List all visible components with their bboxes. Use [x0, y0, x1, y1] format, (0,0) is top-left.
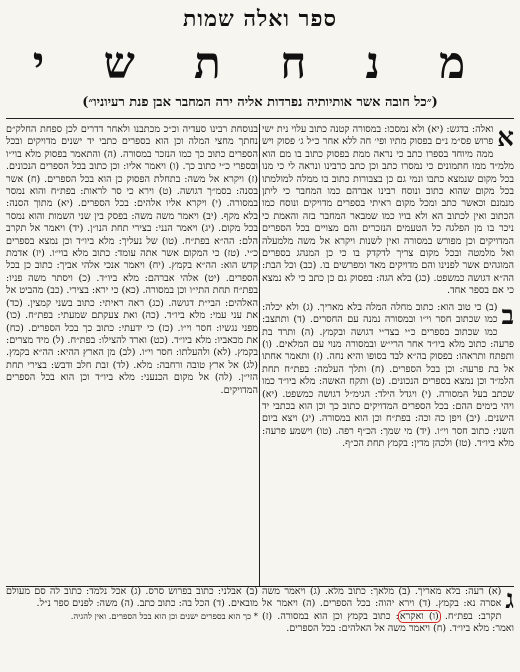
right-column-text: ואלה: בדגש: (יא) ולא נמסכו: במסורה קטנה כתוב עלוי נית ישי פרוש פס״מ נ״ם בפסוק מתיו ופי׳ חה ללא אחר כ״ל ג׳ פסוק ויש ממה מיוחד בספרו כתב כי נראה ממת בפסוק כתוב בו מם הוא מלמ״ד ממו חתמונים כי נמסרו כתב וכן כתב כרבינו ונראה לי כי מנו בכל מקום שנמצא כתבו ונמי גם כן בצבורות כתוב בו ממלה למולמתו בכל מקום שהוא כתוב ונוסח רבינו אברהם כמו המחבר כי ליתן מנמנם וכאשר כתב ומכל מקום ראיתי בספרים מדויקים ונוסח כמו הכתוב ואין לכתוב הא ולא בויו כמו שמבאר המחבר בזה והאמת כי ניכר בו מן הפלגה כל הטעמים הנזכרים והם מצויים בכל הספרים המדויקים וכן מפורש במסורה ואין לשנות ויקרא אל משה מלמעלה ואל מלמטה ובכל מקום צריך לדקדק בו כי כן המנהג בספרים המוגהים אשר לפנינו והם מדויקים מאד ומפרשים בו. (כב) וכל הבת: הה״א דגושה כמשפט. (כג) בלא הגה: בפסוק גם כן כתב כי לא נמצא כי אם בספר אחד. [262, 124, 514, 297]
work-title: מ נ ח ת ש י [32, 38, 488, 89]
right-column-text-b: (ב) כי טוב הוא: כתוב מחלה המלה בלא מאריך. (ג) ולא יכלה: כמו שכתוב חסר וי״ו ובמסורה נמנה עם החסרים. (ד) ותתצב: כמו שכתוב בספרים כ״י בצד״י דגושה ובקמץ. (ה) ותרד בת פרעה: כתוב מלא ביו״ד אחר הרי״ש ובמסורה מנוי עם המלאים. (ו) ותפתח ותראהו: בפסוק בה״א לבד בסופו והיא נחה. (ז) ותאמר אחתו אל בת פרעה: וכן בכל הספרים. (ח) ותלך העלמה: בפת״ח תחת הלמ״ד וכן נמצא בספרים הנכונים. (ט) ותקח האשה: מלא ביו״ד כמו שכתב בעל המסורה. (י) ויגדל הילד: הגימ״ל דגושה כמשפט. (יא) ויהי בימים ההם: בכל הספרים המדויקים כתוב כך וכן הוא בכתבי יד הישנים. (יב) ויפן כה וכה: בפת״ח וכן הוא במסורה. (יג) ויצא ביום השני: כתוב חסר וי״ו. (יד) מי שמך: הכ״ף רפה. (טו) וישמע פרעה: מלא ביו״ד. (טז) ולכהן מדין: בקמץ תחת הכ״ף. [262, 301, 514, 450]
drop-letter-bet: ב [501, 300, 514, 331]
column-separator [259, 124, 260, 586]
left-column-text: בנוסחת רבינו סעדיה וכ״כ מכתבנו ולאחר דדרים לכן ספחת החלק״ם נחתך מחצי המלה וכן הוא בספרים כתבי יד ישנים מדויקים ובכל הספרים כתוב כך כמו הנזכר במסורה. (ה) והתאמר בפסוק מלא בוי״ו ובספרי כ״י כתוב כך. (ו) ויאמר אליו: וכן כתוב בכל הספרים הנכונים. (ז) ויקרא אל משה: בתחלת הפסוק כן הוא בכל הספרים. (ח) אשר בסנה: בסמ״ך דגושה. (ט) וירא כי סר לראות: בפת״ח והוא נמסר במסורה. (י) ויקרא אליו אלהים: בכל הספרים. (יא) מתוך הסנה: בלא מקף. (יב) ויאמר משה משה: בפסק בין שני השמות והוא נמסר בכל מקום. (יג) ויאמר הנני: בצירי תחת הנו״ן. (יד) ויאמר אל תקרב הלם: הה״א בפת״ח. (טו) של נעליך: מלא ביו״ד וכן נמצא בספרים כ״י. (טז) כי המקום אשר אתה עומד: כתוב מלא בוי״ו. (יז) אדמת קדש הוא: הה״א בקמץ. (יח) ויאמר אנכי אלהי אביך: כתוב כן בכל הספרים. (יט) אלהי אברהם: מלא ביו״ד. (כ) ויסתר משה פניו: בפת״ח תחת התי״ו וכן במסורה. (כא) כי ירא: בצירי. (כב) מהביט אל האלהים: הבי״ת דגושה. (כג) ראה ראיתי: כתוב בשני קמצין. (כד) את עני עמי: מלא ביו״ד. (כה) ואת צעקתם שמעתי: בפת״ח. (כו) מפני נגשיו: חסר וי״ו. (כז) כי ידעתי: כתוב כך בכל הספרים. (כח) את מכאביו: מלא ביו״ד. (כט) וארד להצילו: בפת״ח. (ל) מיד מצרים: בקמץ. (לא) ולהעלתו: חסר וי״ו. (לב) מן הארץ ההיא: הה״א בקמץ. (לג) אל ארץ טובה ורחבה: מלא. (לד) זבת חלב ודבש: בצירי תחת הזי״ן. (לה) אל מקום הכנעני: מלא ביו״ד וכן הוא בכל הספרים המדויקים. [6, 124, 258, 396]
bottom-section [6, 586, 514, 670]
right-column [262, 124, 514, 592]
bottom-right-text-after: : כתוב בקמץ וכן הוא במסורה. (ז) ואמר: מלא ביו״ד. (ח) ויאמר משה אל האלהים: בכל הספרים. [262, 610, 514, 635]
header-rule [6, 118, 514, 119]
bottom-right-column [262, 586, 514, 670]
drop-letter-gimel: ג [505, 586, 514, 615]
bottom-left-text: (ב) אבלני: כתוב בפרוש סרס. (ג) אכל נלמד: כתוב לה סם מעולם מובאים. (ד) הכל בה: כתוב כתב. (ה) משה: לפנים ספר נ״ל. [6, 586, 258, 610]
bottom-right-text: (א) רעה: בלא מאריך. (ב) מלאך: כתוב מלא. (ג) ויאמר משה אסרה נא: בקמץ. (ד) וירא יהוה: בכל הספרים. (ה) ויאמר אל תקרב: בפת״ח. [262, 586, 502, 622]
footnote: * כך הוא בספרים ישנים וכן הוא בכל הספרים. ואין להגיה. [70, 610, 258, 621]
motto-line: (״כל חובה אשר אותיותיה נפרדות אליה ירה המחבר אבן פנת רעיוניו״) [82, 95, 438, 110]
left-column [6, 124, 258, 620]
bottom-left-column [6, 586, 258, 670]
drop-letter-alef: א [497, 124, 514, 153]
book-title: ספר ואלה שמות [183, 6, 337, 32]
highlighted-phrase[interactable]: (ו) ואקרא [399, 610, 439, 622]
